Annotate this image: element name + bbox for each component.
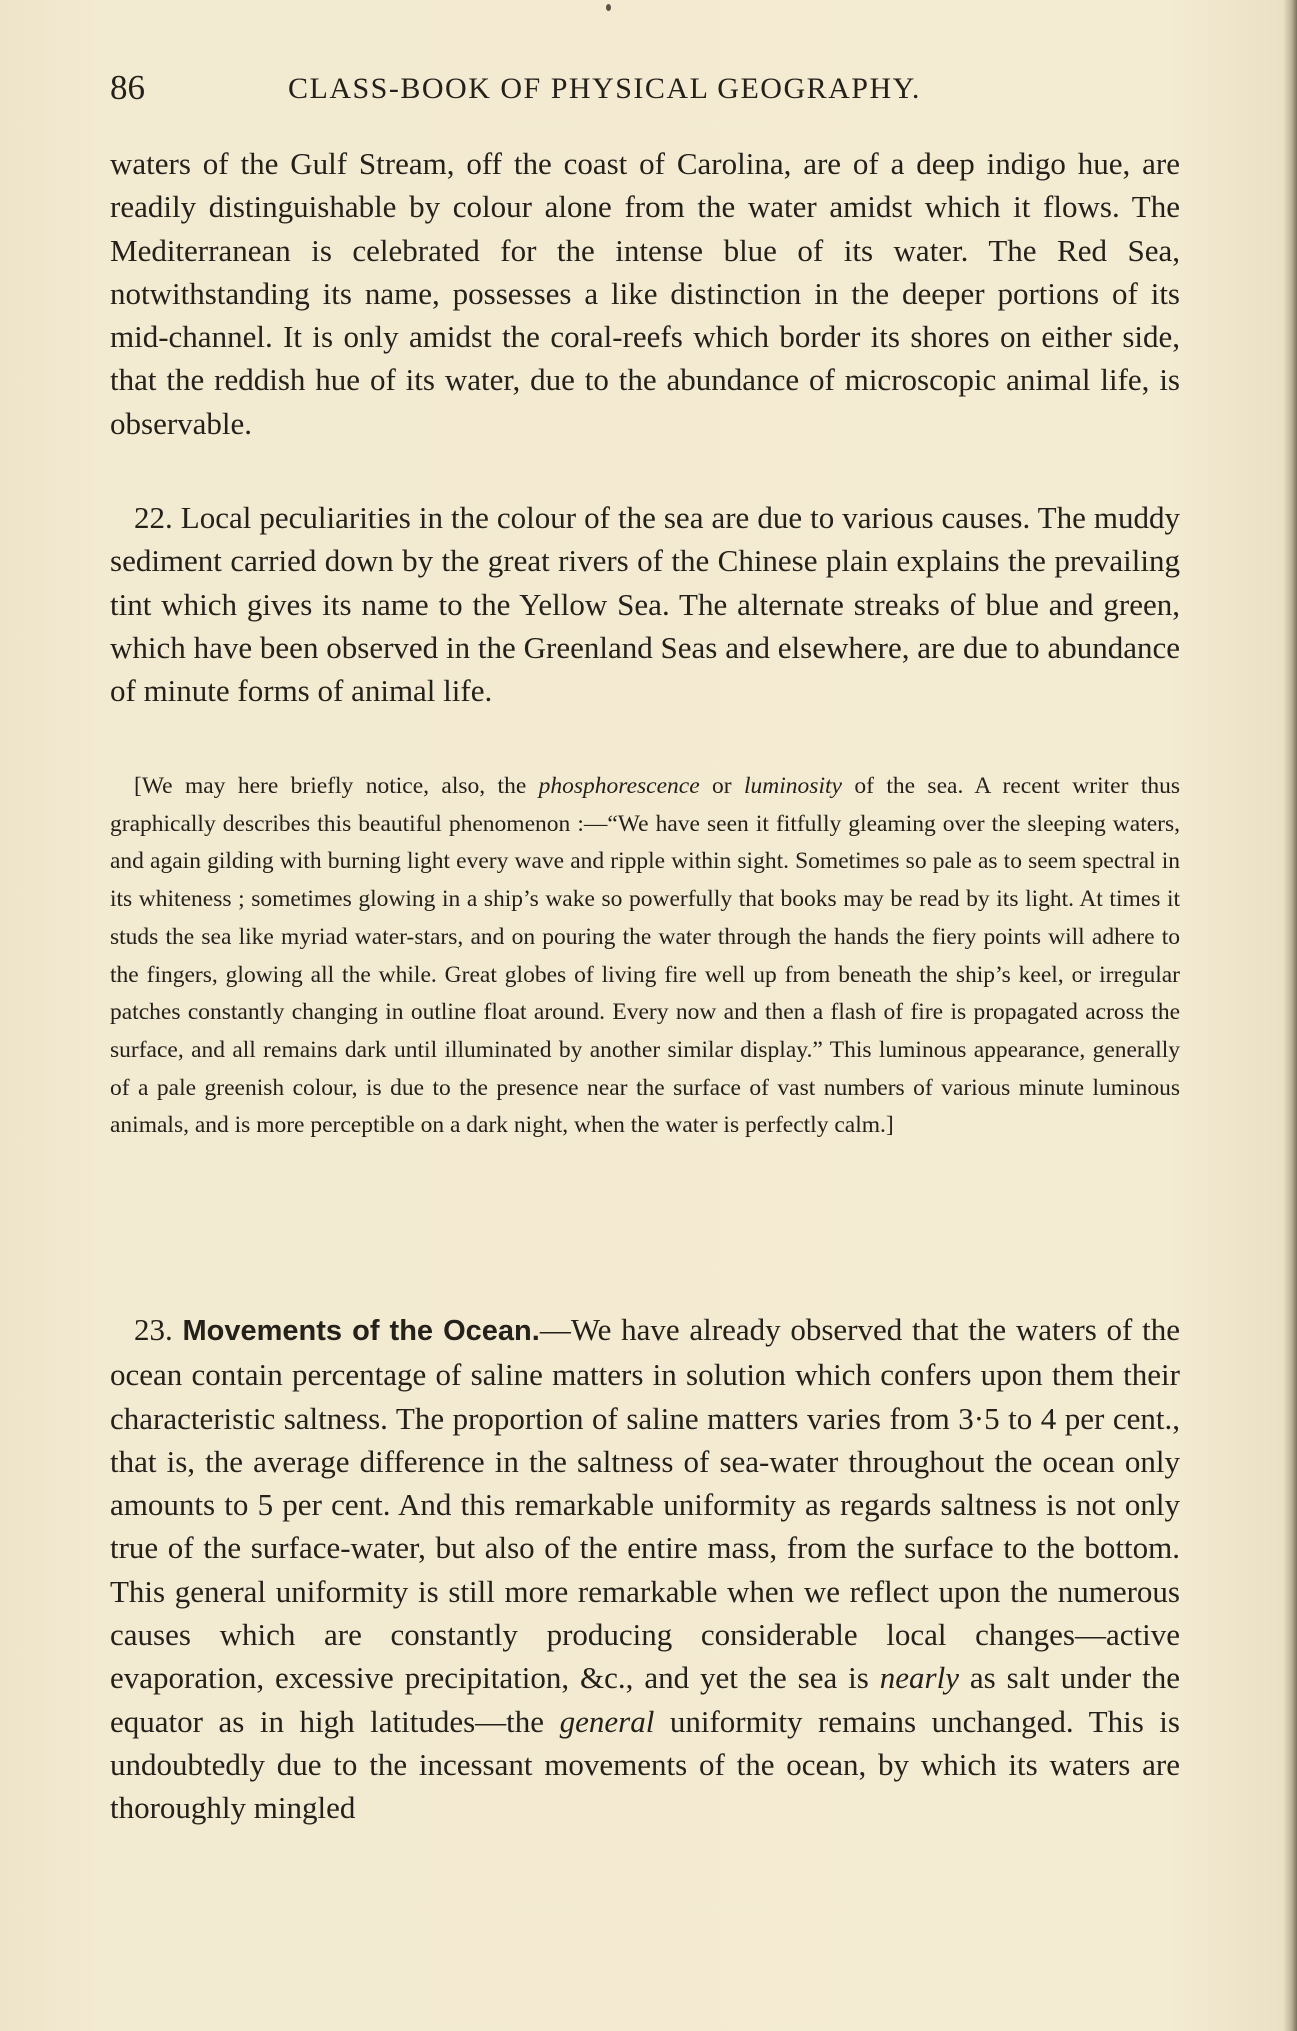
page-header [110, 68, 1190, 112]
paragraph-23 [110, 1308, 1180, 1830]
term-phosphorescence: phosphorescence [538, 773, 700, 799]
paragraph-text [110, 1308, 1180, 1830]
note-text-part: or [699, 773, 745, 799]
section-heading: Movements of the Ocean. [182, 1315, 540, 1347]
paragraph-text-part: as salt under the equator as in high latitudes—the [110, 1660, 1181, 1739]
paragraph-text-part: —We have already observed that the waters of the ocean contain percentage of saline matters in solution which confers upon them their characteristic saltness. The proportion of saline matters varies from 3·5 to 4 per cent., that is, the average difference in the saltness of sea-water throughout the ocean only amounts to 5 per cent. And this remarkable uniformity as regards saltness is not only true of the surface-water, but also of the entire mass, from the surface to the bottom. This general uniformity is still more remarkable when we reflect upon the numerous causes which are constantly producing considerable local changes—active evaporation, excessive precipitation, &c., and yet the sea is [110, 1312, 1180, 1696]
paragraph-number: 23. [134, 1312, 183, 1347]
running-title: CLASS-BOOK OF PHYSICAL GEOGRAPHY. [288, 72, 921, 105]
term-luminosity: luminosity [744, 773, 842, 799]
page-edge-shadow [1283, 0, 1297, 2031]
ink-speck [606, 4, 611, 11]
paragraph-colour-of-seas [110, 142, 1180, 445]
page-number: 86 [110, 68, 145, 107]
paragraph-22 [110, 496, 1180, 712]
paragraph-text-part: uniformity remains unchanged. This is undoubtedly due to the incessant movements of the ocean, by which its waters are thoroughly mingled [110, 1703, 1180, 1826]
note-text-part: of the sea. A recent writer thus graphically describes this beautiful phenomenon :—“We have seen it fitfully gleaming over the sleeping waters, and again gilding with burning light every wave and ripple within sight. Sometimes so pale as to seem spectral in its whiteness ; sometimes glowing in a ship’s wake so powerfully that books may be read by its light. At times it studs the sea like myriad water-stars, and on pouring the water through the hands the fiery points will adhere to the fingers, glowing all the while. Great globes of living fire well up from beneath the ship’s keel, or irregular patches constantly changing in outline float around. Every now and then a flash of fire is propagated across the surface, and all remains dark until illuminated by another similar display.” This luminous appearance, generally of a pale greenish colour, is due to the presence near the surface of vast numbers of various minute luminous animals, and is more perceptible on a dark night, when the water is perfectly calm.] [110, 773, 1180, 1139]
note-text [110, 768, 1180, 1145]
note-text-part: [We may here briefly notice, also, the [134, 773, 539, 799]
paragraph-text: 22. Local peculiarities in the colour of the sea are due to various causes. The muddy sediment carried down by the great rivers of the Chinese plain explains the prevailing tint which gives its name to the Yellow Sea. The alternate streaks of blue and green, which have been observed in the Greenland Seas and elsewhere, are due to abundance of minute forms of animal life. [110, 500, 1180, 709]
paragraph-text: waters of the Gulf Stream, off the coast of Carolina, are of a deep indigo hue, are readily distinguishable by colour alone from the water amidst which it flows. The Mediterranean is celebrated for the intense blue of its water. The Red Sea, notwithstanding its name, possesses a like distinction in the deeper portions of its mid-channel. It is only amidst the coral-reefs which border its shores on either side, that the reddish hue of its water, due to the abundance of microscopic animal life, is observable. [110, 146, 1180, 441]
emphasis-nearly: nearly [879, 1660, 959, 1696]
note-phosphorescence [110, 768, 1180, 1145]
emphasis-general: general [559, 1703, 655, 1739]
